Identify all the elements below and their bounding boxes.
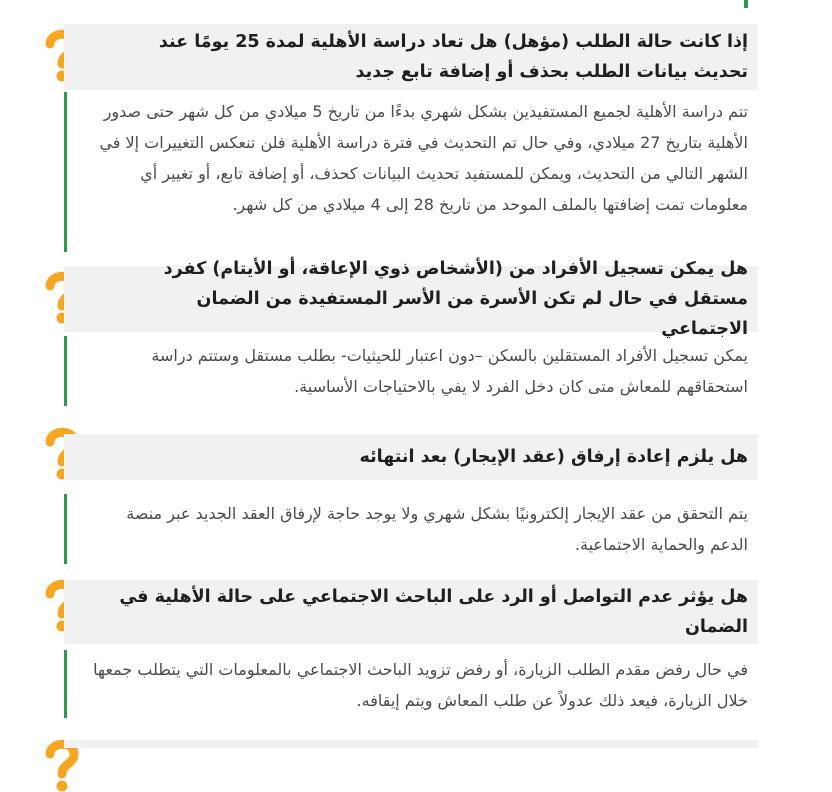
answer-text: تتم دراسة الأهلية لجميع المستفيدين بشكل شهري بدءًا من تاريخ 5 ميلادي من كل شهر حتى صدور الأهلية بتاريخ 27 ميلادي، وفي حال تم التحديث في فترة دراسة الأهلية فلن تنعكس التغييرات إلا في الشهر التالي من التحديث، ويمكن للمستفيد تحديث البيانات كحذف، أو إضافة تابع، أو تغيير أي معلومات تمت إضافتها بالملف الموحد من تاريخ 28 إلى 4 ميلادي من كل شهر. xyxy=(99,102,748,214)
faq-answer xyxy=(64,650,758,718)
faq-question-next[interactable] xyxy=(64,740,758,748)
faq-question[interactable] xyxy=(64,259,758,339)
faq-answer xyxy=(64,494,758,564)
faq-answer xyxy=(64,336,758,406)
faq-question[interactable] xyxy=(64,24,758,90)
previous-answer-bar xyxy=(744,0,748,8)
faq-question[interactable] xyxy=(64,580,758,644)
answer-text: يمكن تسجيل الأفراد المستقلين بالسكن –دون اعتبار للحيثيات- بطلب مستقل وستتم دراسة استحقاقهم للمعاش متى كان دخل الفرد لا يفي بالاحتياجات الأساسية. xyxy=(151,346,748,396)
answer-accent-bar xyxy=(64,336,67,406)
answer-text: يتم التحقق من عقد الإيجار إلكترونيًا بشكل شهري ولا يوجد حاجة لإرفاق العقد الجديد عبر منصة الدعم والحماية الاجتماعية. xyxy=(126,504,748,554)
faq-question[interactable] xyxy=(64,434,758,480)
question-text: هل يؤثر عدم التواصل أو الرد على الباحث الاجتماعي على حالة الأهلية في الضمان xyxy=(119,587,748,637)
question-text: هل يمكن تسجيل الأفراد من (الأشخاص ذوي الإعاقة، أو الأيتام) كفرد مستقل في حال لم تكن الأسرة من الأسر المستفيدة من الضمان الاجتماعي xyxy=(163,259,748,339)
answer-accent-bar xyxy=(64,92,67,252)
answer-accent-bar xyxy=(64,494,67,564)
question-text: إذا كانت حالة الطلب (مؤهل) هل تعاد دراسة الأهلية لمدة 25 يومًا عند تحديث بيانات الطلب بحذف أو إضافة تابع جديد xyxy=(158,32,748,82)
answer-text: في حال رفض مقدم الطلب الزيارة، أو رفض تزويد الباحث الاجتماعي بالمعلومات التي يتطلب جمعها خلال الزيارة، فيعد ذلك عدولاً عن طلب المعاش ويتم إيقافه. xyxy=(93,660,748,710)
answer-accent-bar xyxy=(64,650,67,718)
question-text: هل يلزم إعادة إرفاق (عقد الإيجار) بعد انتهائه xyxy=(359,447,748,467)
faq-answer xyxy=(64,92,758,252)
